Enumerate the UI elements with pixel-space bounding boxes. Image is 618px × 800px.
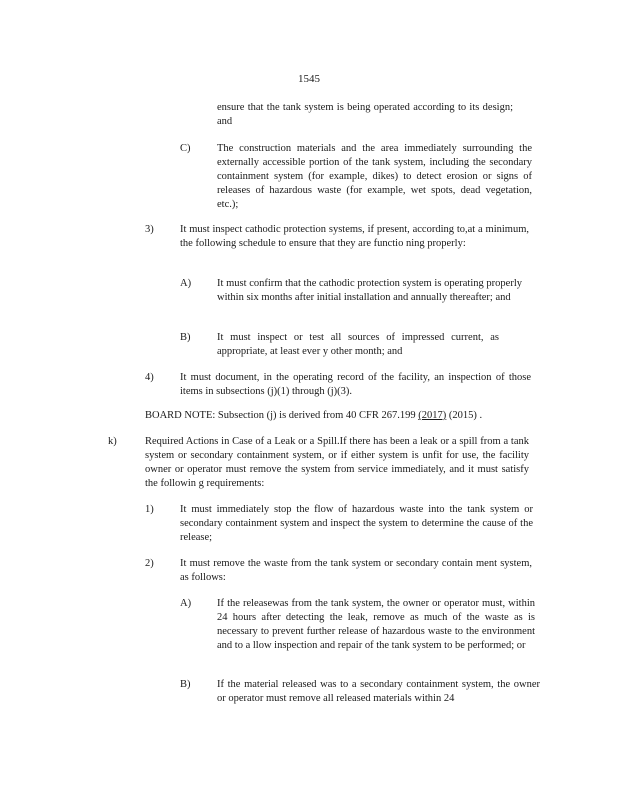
item-k2b-label: B) xyxy=(180,679,191,690)
item-k2a-label: A) xyxy=(180,598,192,609)
board-note-text: BOARD NOTE: Subsection (j) is derived from 40 CFR 267.199 xyxy=(145,410,416,421)
board-note-added: (2017) xyxy=(418,410,447,421)
item-3-text: It must inspect cathodic protection systems, if present, according to,at a minimum, the following schedule to ensure that they are functio ning properly: xyxy=(180,224,529,249)
item-k-text: Required Actions in Case of a Leak or a Spill.If there has been a leak or a spill from a tank system or secondary containment system, or if either system is unfit for use, the facility owner or operator must remove the system from service immediately, and it must satisfy the followin g requirements: xyxy=(145,436,529,489)
board-note-removed: (2015) xyxy=(448,410,477,421)
item-3b-label: B) xyxy=(180,332,191,343)
item-k1-label: 1) xyxy=(145,504,154,515)
item-3b-text: It must inspect or test all sources of impressed current, as appropriate, at least ever y other month; and xyxy=(217,332,499,357)
item-k2a-text: If the releasewas from the tank system, the owner or operator must, within 24 hours after detecting the leak, remove as much of the waste as is necessary to prevent further release of hazardous waste to the environment and to a llow inspection and repair of the tank system to be performed; or xyxy=(217,598,535,651)
item-k2-text: It must remove the waste from the tank system or secondary contain ment system, as follows: xyxy=(180,558,532,583)
item-k2b-text: If the material released was to a secondary containment system, the owner or operator must remove all released materials within 24 xyxy=(217,679,540,704)
item-4-text: It must document, in the operating record of the facility, an inspection of those items in subsections (j)(1) through (j)(3). xyxy=(180,372,531,397)
page-number: 1545 xyxy=(298,73,320,85)
item-3a-text: It must confirm that the cathodic protection system is operating properly within six months after initial installation and annually thereafter; and xyxy=(217,278,522,303)
item-3a-label: A) xyxy=(180,278,192,289)
item-c-label: C) xyxy=(180,143,191,154)
continuation-paragraph: ensure that the tank system is being operated according to its design; and xyxy=(217,102,513,127)
item-4-label: 4) xyxy=(145,372,154,383)
item-3-label: 3) xyxy=(145,224,154,235)
item-c-text: The construction materials and the area immediately surrounding the externally accessible portion of the tank system, including the secondary containment system (for example, dikes) to detect erosion or signs of releases of hazardous waste (for example, wet spots, dead vegetation, etc.); xyxy=(217,143,532,210)
item-k2-label: 2) xyxy=(145,558,154,569)
item-k-label: k) xyxy=(108,436,117,447)
item-k1-text: It must immediately stop the flow of hazardous waste into the tank system or secondary containment system and inspect the system to determine the cause of the release; xyxy=(180,504,533,543)
board-note-end: . xyxy=(479,410,483,421)
board-note xyxy=(145,409,545,423)
